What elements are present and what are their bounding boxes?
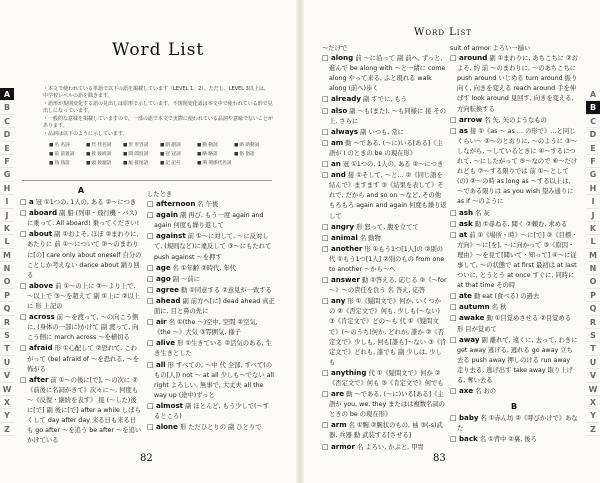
definition: 名 灰 [473, 209, 490, 217]
word-entry [322, 94, 447, 104]
legend-item: ■ 副 副詞 [160, 142, 197, 149]
note: ・本文で使われている単語で以下の語を掲載しています（LEVEL 1、2）。ただし、LEVEL 3以上は、中学校レベルの語を除きます。 [43, 86, 269, 99]
alphabet-tab-a: A [586, 88, 600, 101]
definition: 名 おの [473, 388, 497, 396]
headword: □ aboard [20, 208, 57, 217]
word-entry [322, 53, 447, 93]
definition: 接 ①《as ～ as … の形で》…と同じくらい～ ②～のとおりに, ～のように ③～しながら, ～しているときに ④～するにつれて, ～にしたがって ⑤～なので ⑥～だけれども ⑦～する限りでは 前 ①～として(の) ②～の時 as long as ～する以上は, ～である限りは as you wish 望み通りに as if ～のように [457, 127, 578, 206]
legend-item: ■ 関 関係代名詞 [197, 160, 234, 167]
legend-item: ■ 略 略語 [197, 151, 234, 158]
left-alphabet-tabs [0, 88, 14, 436]
right-column-2 [450, 44, 578, 446]
word-entry [147, 338, 275, 358]
word-entry [147, 401, 275, 421]
headword: □ arm [322, 420, 347, 429]
headword: □ ahead [147, 296, 180, 305]
word-entry [450, 335, 578, 385]
divider [22, 180, 272, 181]
definition: 動 ～である, (～に)いる[ある]《主語が you, we, they またはは複数名詞のときの be の現在形》 [329, 391, 445, 419]
alphabet-tab-j: J [0, 209, 14, 222]
definition: 副 ①まわりに, あちこちに ②およそ, 約 前 ～のまわりに, ～のあちこちに push around いじめる turn around 振り向く, 向きを変える reach around 手を伸ばす look around 見回す, 向きを変える, 方向転換する [457, 55, 578, 113]
word-entry [147, 285, 275, 295]
alphabet-tab-j: J [586, 209, 600, 222]
right-alphabet-tabs [586, 88, 600, 436]
headword: □ any [322, 296, 345, 305]
word-entry [147, 422, 275, 432]
word-entry [147, 296, 275, 316]
alphabet-tab-h: H [586, 182, 600, 195]
headword: □ away [450, 335, 480, 344]
headword: □ above [20, 281, 53, 290]
page-number: 82 [140, 453, 153, 464]
legend-item: ■ 形 形容詞 [123, 142, 160, 149]
legend-item: ■ 接 接続詞 [86, 151, 123, 158]
alphabet-tab-k: K [0, 222, 14, 235]
definition: 形 怒って, 腹を立てて [354, 223, 419, 231]
headword: □ ate [450, 291, 472, 300]
word-entry [20, 281, 142, 311]
headword: □ a [20, 197, 34, 206]
word-entry [322, 233, 447, 243]
word-entry [322, 170, 447, 220]
alphabet-tab-c: C [586, 115, 600, 128]
definition: 名 よろい, かぶと, 甲冑 [355, 443, 424, 451]
word-entry [147, 360, 275, 400]
definition: 副 いつも, 常に [358, 128, 404, 136]
definition: 代 ①《疑問文で》何か ②《否定文で》何も ③《肯定文で》何でも [329, 369, 444, 387]
word-entry [322, 296, 447, 367]
word-entry [147, 199, 275, 209]
headword: □ always [322, 127, 358, 136]
alphabet-tab-c: C [0, 115, 14, 128]
legend-item: ■ 尾 接尾語 [123, 160, 160, 167]
alphabet-tab-d: D [0, 128, 14, 141]
definition: 副 すでに, もう [361, 96, 407, 104]
right-page [300, 0, 600, 483]
definition: 冠 ①1つの, 1人の, ある ②～につき [340, 161, 444, 169]
word-entry [322, 275, 447, 295]
alphabet-tab-r: R [586, 316, 600, 329]
word-entry [322, 106, 447, 126]
headword: □ armor [322, 442, 355, 451]
definition: 前 ～を渡って, ～の向こう側に, (身体の一部に)かけて 副 渡って, 向こう側に march across ～を横切る [27, 314, 139, 342]
left-column-2 [147, 190, 275, 433]
definition: 名 ①(the ～)空中, 空間 ②空気, 《the ～》大気 ③雰囲気, 様子 [154, 319, 258, 337]
definition: 前 ①～の後に[で], ～の次に ②《前後に名詞がきて》次々に～, 何度も～《反復・継続を表す》 接 (～した)後に[で] 副 後に[で] after a while しばらくして day after day 来る日も来る日も go after ～を追う be after ～を追いかけている [27, 376, 142, 445]
note: ・品詞は以下のように示しています。 [43, 131, 128, 137]
headword: □ as [450, 126, 468, 135]
definition: 名 ①年齢 ②時代, 年代 [170, 264, 237, 272]
word-entry [20, 197, 142, 207]
alphabet-tab-b: B [586, 101, 600, 114]
alphabet-tab-d: D [586, 128, 600, 141]
headword: □ along [322, 53, 353, 62]
headword: □ also [322, 106, 347, 115]
definition: 副 離れて, 遠くに, 去って, わきに get away 逃げる, 逃れる go away 立ち去る push away 押しのける run away 走り去る, 逃げ出す take away 取り上げる, 奪い去る [457, 336, 578, 384]
word-entry [322, 159, 447, 169]
alphabet-tab-t: T [0, 342, 14, 355]
headword: □ another [322, 244, 362, 253]
definition: 副 ①およそ, ほぼ ②まわりに, あたりに 前 ①～について ②～のまわりに[の] care only about oneself 自分のことしか考えない dance about 踊り回る [27, 231, 142, 279]
entry-continuation: したとき [147, 191, 173, 198]
section-letter: A [77, 186, 85, 195]
headword: □ anything [322, 368, 366, 377]
word-entry [322, 389, 447, 419]
headword: □ after [20, 375, 49, 384]
alphabet-tab-a: A [0, 88, 14, 101]
word-entry [450, 53, 578, 114]
definition: 動 ①尋ねる, 聞く ②頼む, 求める [472, 220, 568, 228]
headword: □ afternoon [147, 199, 195, 208]
alphabet-tab-z: Z [586, 423, 600, 436]
headword: □ autumn [450, 302, 490, 311]
word-entry [322, 442, 447, 452]
note: ・語形が規則変化する語の見出しは原形で示しています。不規則変化語は本文中で使われている形で見出しになっています。 [43, 101, 273, 114]
definition: 冠 ①1つの, 1人の, ある ②～につき [33, 199, 137, 207]
headword: □ axe [450, 386, 473, 395]
definition: 形 ただひとりの 副 ひとりで [177, 424, 262, 432]
word-entry [147, 274, 275, 284]
definition: 名 ①腕 ②腕状のもの, 袖 ③(-s)武器, 兵器 動 武装する[させる] [329, 422, 443, 440]
word-entry [322, 127, 447, 137]
headword: □ baby [450, 413, 479, 422]
legend-item: ■ 助 助動詞 [234, 142, 271, 149]
alphabet-tab-h: H [0, 182, 14, 195]
legend-item: ■ 俗 俗語 [234, 151, 271, 158]
definition: 接 ①そして, ～と… ②《同じ語を結んで》ますます ③《結果を表して》それで, だから and so on ～など, その他もろもろ again and again 何度も繰り返して [329, 172, 447, 220]
word-entry [20, 229, 142, 279]
alphabet-tab-y: Y [0, 409, 14, 422]
definition: 名 動物 [357, 234, 381, 242]
alphabet-tab-g: G [0, 168, 14, 181]
definition: 形 ①もう1つ[1人]の ②別の 代 ①もう1つ[1人] ②別のもの from one to another ～から～へ [329, 245, 445, 273]
definition: 副 ～前に [170, 275, 200, 283]
alphabet-tab-s: S [0, 329, 14, 342]
legend-item: ■ 名 名詞 [49, 142, 86, 149]
headword: □ and [322, 170, 346, 179]
word-entry [147, 231, 275, 261]
running-head: Word List [414, 27, 472, 38]
word-entry [450, 313, 578, 333]
alphabet-tab-o: O [0, 275, 14, 288]
definition: 動 eat (食べる) の過去 [471, 293, 540, 301]
entry-continuation: suit of armor よろい一揃い [450, 45, 531, 52]
word-entry [450, 291, 578, 301]
headword: □ again [147, 210, 178, 219]
alphabet-tab-i: I [586, 195, 600, 208]
alphabet-tab-s: S [586, 329, 600, 342]
headword: □ ask [450, 219, 473, 228]
word-entry [322, 222, 447, 232]
definition: 前 ①～の上に ②～より上で, ～以上で ③～を超えて 副 ①上に ②以上に 形 上記の [27, 282, 141, 311]
headword: □ about [20, 229, 52, 238]
definition: 名 午後 [195, 201, 219, 209]
word-entry [322, 368, 447, 388]
part-of-speech-legend [49, 142, 273, 167]
alphabet-tab-q: Q [586, 302, 600, 315]
headword: □ awake [450, 313, 484, 322]
alphabet-tab-o: O [586, 275, 600, 288]
word-entry [450, 208, 578, 218]
word-entry [20, 312, 142, 342]
legend-item: ■ 記 記号 [160, 160, 197, 167]
alphabet-tab-v: V [0, 369, 14, 382]
legend-item: ■ 間 間投詞 [123, 151, 160, 158]
headword: □ at [450, 230, 467, 239]
definition: 名 ①赤ん坊 ②《呼びかけで》あなた [457, 415, 578, 433]
alphabet-tab-v: V [586, 369, 600, 382]
headword: □ back [450, 434, 478, 443]
page-number: 83 [433, 453, 446, 464]
definition: 動 ①答える, 応じる ②《～for ～》～の責任を負う 名 答え, 応答 [329, 277, 447, 295]
word-entry [20, 208, 142, 228]
headword: □ all [147, 360, 166, 369]
legend-item: ■ 代 代名詞 [86, 142, 123, 149]
alphabet-tab-f: F [586, 155, 600, 168]
alphabet-tab-f: F [0, 155, 14, 168]
definition: 前 ①《場所・時》～に[で] ②《目標・方向》～に[を], ～に向かって ③《原因・理由》～を見て[聞いて・知って] ④～に従事して, ～の状態で at first 最初は at last ついに, とうとう at once すぐに, 同時に at that time その時 [457, 231, 578, 290]
headword: □ ash [450, 208, 473, 217]
headword: □ across [20, 312, 55, 321]
headword: □ animal [322, 233, 358, 242]
word-entry [450, 230, 578, 291]
word-entry [450, 434, 578, 444]
definition: 名 矢, 矢のようなもの [482, 116, 547, 124]
headword: □ arrow [450, 115, 482, 124]
alphabet-tab-n: N [0, 262, 14, 275]
definition: 形 すべての, ～中 代 全部, すべて(のもの[人]) not ～ at all 少しも～でない all right よろしい, 無事で, 大丈夫 all the way up (途中)ずっと [154, 361, 275, 399]
alphabet-tab-p: P [0, 289, 14, 302]
definition: 動 ①同意する ②意見が一致する [178, 286, 272, 294]
usage-notes [43, 86, 273, 167]
definition: 動 ①目覚めさせる ②目覚める 形 目が覚めて [457, 315, 571, 333]
headword: □ already [322, 94, 361, 103]
definition: 形 ①生きている ②活気のある, 生き生きとした [154, 340, 272, 358]
definition: 名 秋 [489, 304, 507, 312]
word-entry [20, 343, 142, 373]
right-column-1 [322, 44, 447, 453]
word-entry [450, 413, 578, 433]
definition: 副 ほとんど, もう少しで(～するところ) [154, 402, 270, 420]
word-entry [20, 375, 142, 446]
alphabet-tab-x: X [586, 396, 600, 409]
alphabet-tab-g: G [586, 168, 600, 181]
alphabet-tab-x: X [0, 396, 14, 409]
definition: 前 ①～に対して, ～に反対して, (規則など)に違反して ③～にもたれて push against ～を押す [154, 233, 272, 261]
alphabet-tab-l: L [0, 235, 14, 248]
word-entry [322, 420, 447, 440]
section-letter: B [510, 402, 518, 412]
alphabet-tab-n: N [586, 262, 600, 275]
alphabet-tab-m: M [586, 249, 600, 262]
word-entry [147, 210, 275, 230]
word-entry [450, 302, 578, 312]
headword: □ answer [322, 275, 360, 284]
definition: 副 船 (列車・飛行機・バス)に乗って. All aboard! 乗ってください! [27, 210, 140, 228]
headword: □ age [147, 263, 171, 272]
word-entry [450, 219, 578, 229]
definition: 形 ①心配して ②恐れて, こわがって (be) afraid of ～を恐れる, ～を怖がる [27, 345, 140, 373]
definition: 副 再び, もう一度 again and again 何度も繰り返して [154, 212, 264, 230]
alphabet-tab-r: R [0, 316, 14, 329]
legend-item: ■ 前 前置詞 [49, 151, 86, 158]
legend-item: ■ 冠 冠詞 [160, 151, 197, 158]
alphabet-tab-i: I [0, 195, 14, 208]
definition: 名 ①背中 ②裏, 後ろ [477, 436, 537, 444]
headword: □ around [450, 53, 487, 62]
alphabet-tab-z: Z [0, 423, 14, 436]
headword: □ air [147, 317, 167, 326]
word-entry [450, 115, 578, 125]
entry-continuation: ～だけで [322, 45, 348, 52]
word-entry [450, 126, 578, 207]
alphabet-tab-u: U [586, 356, 600, 369]
alphabet-tab-u: U [0, 356, 14, 369]
definition: 動 ～である, (～に)いる[ある]《主語が I のときの be の現在形》 [329, 139, 443, 157]
definition: 形 ①《疑問文で》何か, いくつかの ②《否定文で》何も, 少しも(～ない) ③《肯定文で》どの～も 代 ①《疑問文で》(～のうち)何か, どれか, 誰か ②《否定文で》少しも, 何も[誰も]～ない ③《肯定文で》どれも, 誰でも 副 少しは, 少しも [329, 298, 447, 366]
alphabet-tab-e: E [0, 142, 14, 155]
word-entry [147, 317, 275, 337]
headword: □ are [322, 389, 344, 398]
headword: □ ago [147, 274, 171, 283]
alphabet-tab-t: T [586, 342, 600, 355]
alphabet-tab-k: K [586, 222, 600, 235]
alphabet-tab-l: L [586, 235, 600, 248]
definition: 前 ～に沿って 副 前へ, ずっと, 進んで be along with ～と一緒に come along やって来る, ふと現れる walk along (前へ)歩く [329, 55, 446, 93]
alphabet-tab-p: P [586, 289, 600, 302]
alphabet-tab-m: M [0, 249, 14, 262]
definition: 副 前方へ[に] dead ahead 真正面に, 目と鼻の先に [154, 297, 275, 316]
definition: 副 ～も(また), ～も同様に 接 その上, さらに [329, 107, 447, 125]
word-entry [450, 386, 578, 396]
headword: □ an [322, 159, 341, 168]
headword: □ angry [322, 222, 354, 231]
headword: □ alive [147, 338, 175, 347]
alphabet-tab-e: E [586, 142, 600, 155]
legend-item: ■ 熟 熟語 [49, 160, 86, 167]
word-entry [322, 138, 447, 158]
headword: □ afraid [20, 343, 53, 352]
headword: □ against [147, 231, 186, 240]
alphabet-tab-q: Q [0, 302, 14, 315]
alphabet-tab-w: W [586, 383, 600, 396]
legend-item: ■ 頭 接頭語 [86, 160, 123, 167]
word-entry [322, 244, 447, 274]
alphabet-tab-w: W [0, 383, 14, 396]
alphabet-tab-y: Y [586, 409, 600, 422]
headword: □ alone [147, 422, 178, 431]
headword: □ am [322, 138, 343, 147]
headword: □ almost [147, 401, 183, 410]
left-column-1 [20, 186, 142, 446]
headword: □ agree [147, 285, 179, 294]
alphabet-tab-b: B [0, 101, 14, 114]
note: ・一般的な意味を掲載していますので、一部の語で本文で実際に使われている品詞や意味でないことがあります。 [43, 116, 273, 129]
page-title: Word List [112, 40, 205, 60]
legend-item: ■ 動 動詞 [197, 142, 234, 149]
word-entry [147, 263, 275, 273]
